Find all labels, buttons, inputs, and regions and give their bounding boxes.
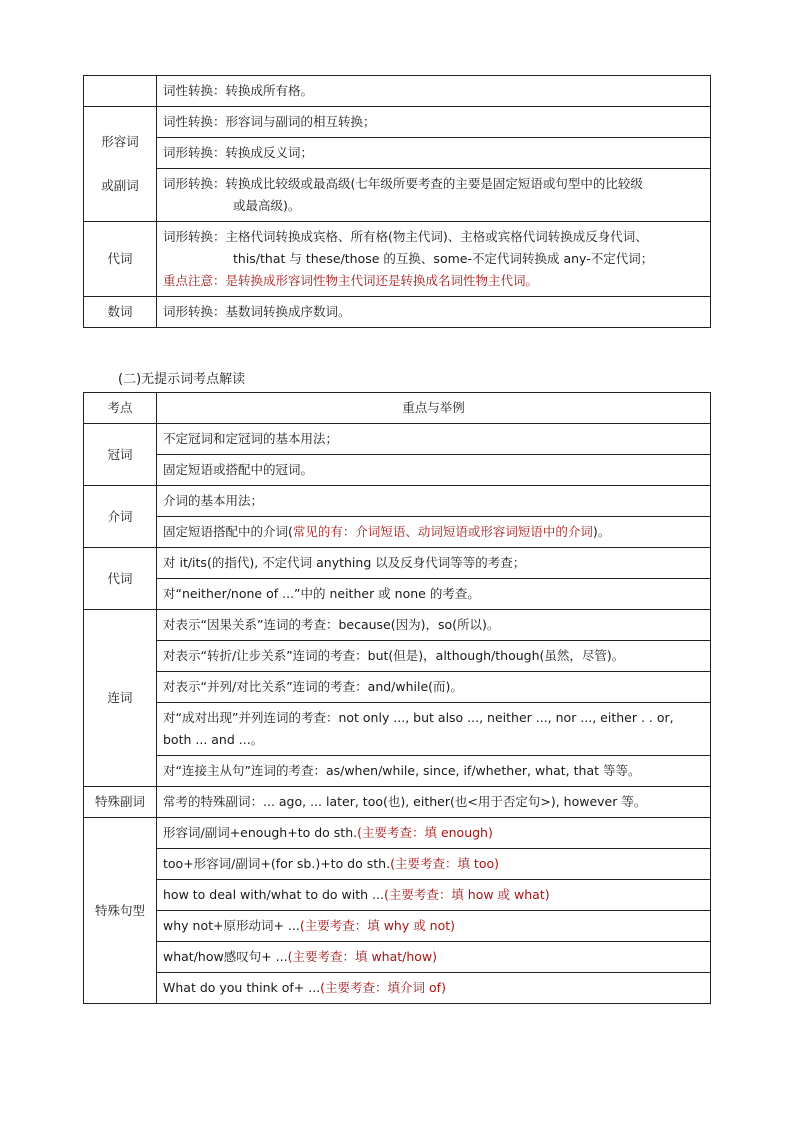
category-label-line2: 或副词 (101, 178, 139, 193)
possessive-row: 词性转换：转换成所有格。 (157, 76, 711, 107)
category-preposition: 介词 (84, 486, 157, 548)
prep-row-2-b: 常见的有：介词短语、动词短语或形容词短语中的介词 (292, 524, 593, 539)
pronoun-row (157, 222, 711, 297)
pattern-row-3 (157, 880, 711, 911)
pattern-row-1 (157, 818, 711, 849)
conj-row-4 (157, 703, 711, 756)
pattern-3-b: (主要考查：填 how 或 what) (383, 887, 550, 902)
conj-row-1: 对表示“因果关系”连词的考查：because(因为)，so(所以)。 (157, 610, 711, 641)
pron2-row-1: 对 it/its(的指代), 不定代词 anything 以及反身代词等等的考查； (157, 548, 711, 579)
word-transformation-table (83, 75, 711, 328)
adj-row-3-line1: 词形转换：转换成比较级或最高级(七年级所要考查的主要是固定短语或句型中的比较级 (163, 176, 643, 191)
conj-row-4-line1: 对“成对出现”并列连词的考查：not only ..., but also ..., neither ..., nor ..., either . . or, (163, 710, 674, 725)
category-adj-adv (84, 107, 157, 222)
category-numeral: 数词 (84, 297, 157, 328)
prep-row-2-a: 固定短语搭配中的介词( (163, 524, 293, 539)
conj-row-2: 对表示“转折/让步关系”连词的考查：but(但是)，although/though(虽然，尽管)。 (157, 641, 711, 672)
section-subheading: (二)无提示词考点解读 (118, 372, 246, 387)
category-label-line1: 形容词 (101, 134, 139, 149)
adj-row-3-line2: 或最高级)。 (233, 198, 301, 213)
conj-row-3: 对表示“并列/对比关系”连词的考查：and/while(而)。 (157, 672, 711, 703)
pattern-row-4 (157, 911, 711, 942)
pattern-1-b: (主要考查：填 enough) (357, 825, 493, 840)
header-col1: 考点 (84, 393, 157, 424)
adverb-row: 常考的特殊副词：... ago, ... later, too(也), either(也<用于否定句>), however 等。 (157, 787, 711, 818)
pattern-6-a: What do you think of+ ... (163, 980, 321, 995)
category-cell-empty (84, 76, 157, 107)
adj-row-2: 词形转换：转换成反义词； (157, 138, 711, 169)
article-row-1: 不定冠词和定冠词的基本用法； (157, 424, 711, 455)
category-special-pattern: 特殊句型 (84, 818, 157, 1004)
pattern-3-a: how to deal with/what to do with ... (163, 887, 384, 902)
prep-row-1: 介词的基本用法； (157, 486, 711, 517)
conj-row-4-line2: both ... and ...。 (163, 732, 264, 747)
category-special-adverb: 特殊副词 (84, 787, 157, 818)
category-article: 冠词 (84, 424, 157, 486)
pattern-row-2 (157, 849, 711, 880)
pattern-row-6 (157, 973, 711, 1004)
category-pronoun-2: 代词 (84, 548, 157, 610)
prep-row-2-c: )。 (592, 524, 611, 539)
pattern-1-a: 形容词/副词+enough+to do sth. (163, 825, 358, 840)
pronoun-line2: this/that 与 these/those 的互换、some-不定代词转换成 any-不定代词； (233, 251, 654, 266)
pattern-4-a: why not+原形动词+ ... (163, 918, 300, 933)
article-row-2: 固定短语或搭配中的冠词。 (157, 455, 711, 486)
prep-row-2 (157, 517, 711, 548)
pattern-2-b: (主要考查：填 too) (390, 856, 499, 871)
pronoun-line1: 词形转换：主格代词转换成宾格、所有格(物主代词)、主格或宾格代词转换成反身代词、 (163, 229, 648, 244)
no-hint-table (83, 392, 711, 1004)
adj-row-3 (157, 169, 711, 222)
pattern-5-b: (主要考查：填 what/how) (287, 949, 438, 964)
pattern-5-a: what/how感叹句+ ... (163, 949, 288, 964)
pattern-row-5 (157, 942, 711, 973)
numeral-row: 词形转换：基数词转换成序数词。 (157, 297, 711, 328)
conj-row-5: 对“连接主从句”连词的考查：as/when/while, since, if/whether, what, that 等等。 (157, 756, 711, 787)
pattern-4-b: (主要考查：填 why 或 not) (299, 918, 456, 933)
pattern-2-a: too+形容词/副词+(for sb.)+to do sth. (163, 856, 391, 871)
pron2-row-2: 对“neither/none of ...”中的 neither 或 none 的考查。 (157, 579, 711, 610)
pattern-6-b: (主要考查：填介词 of) (320, 980, 446, 995)
category-conjunction: 连词 (84, 610, 157, 787)
pronoun-note: 重点注意：是转换成形容词性物主代词还是转换成名词性物主代词。 (163, 273, 539, 288)
category-pronoun: 代词 (84, 222, 157, 297)
adj-row-1: 词性转换：形容词与副词的相互转换； (157, 107, 711, 138)
header-col2: 重点与举例 (157, 393, 711, 424)
